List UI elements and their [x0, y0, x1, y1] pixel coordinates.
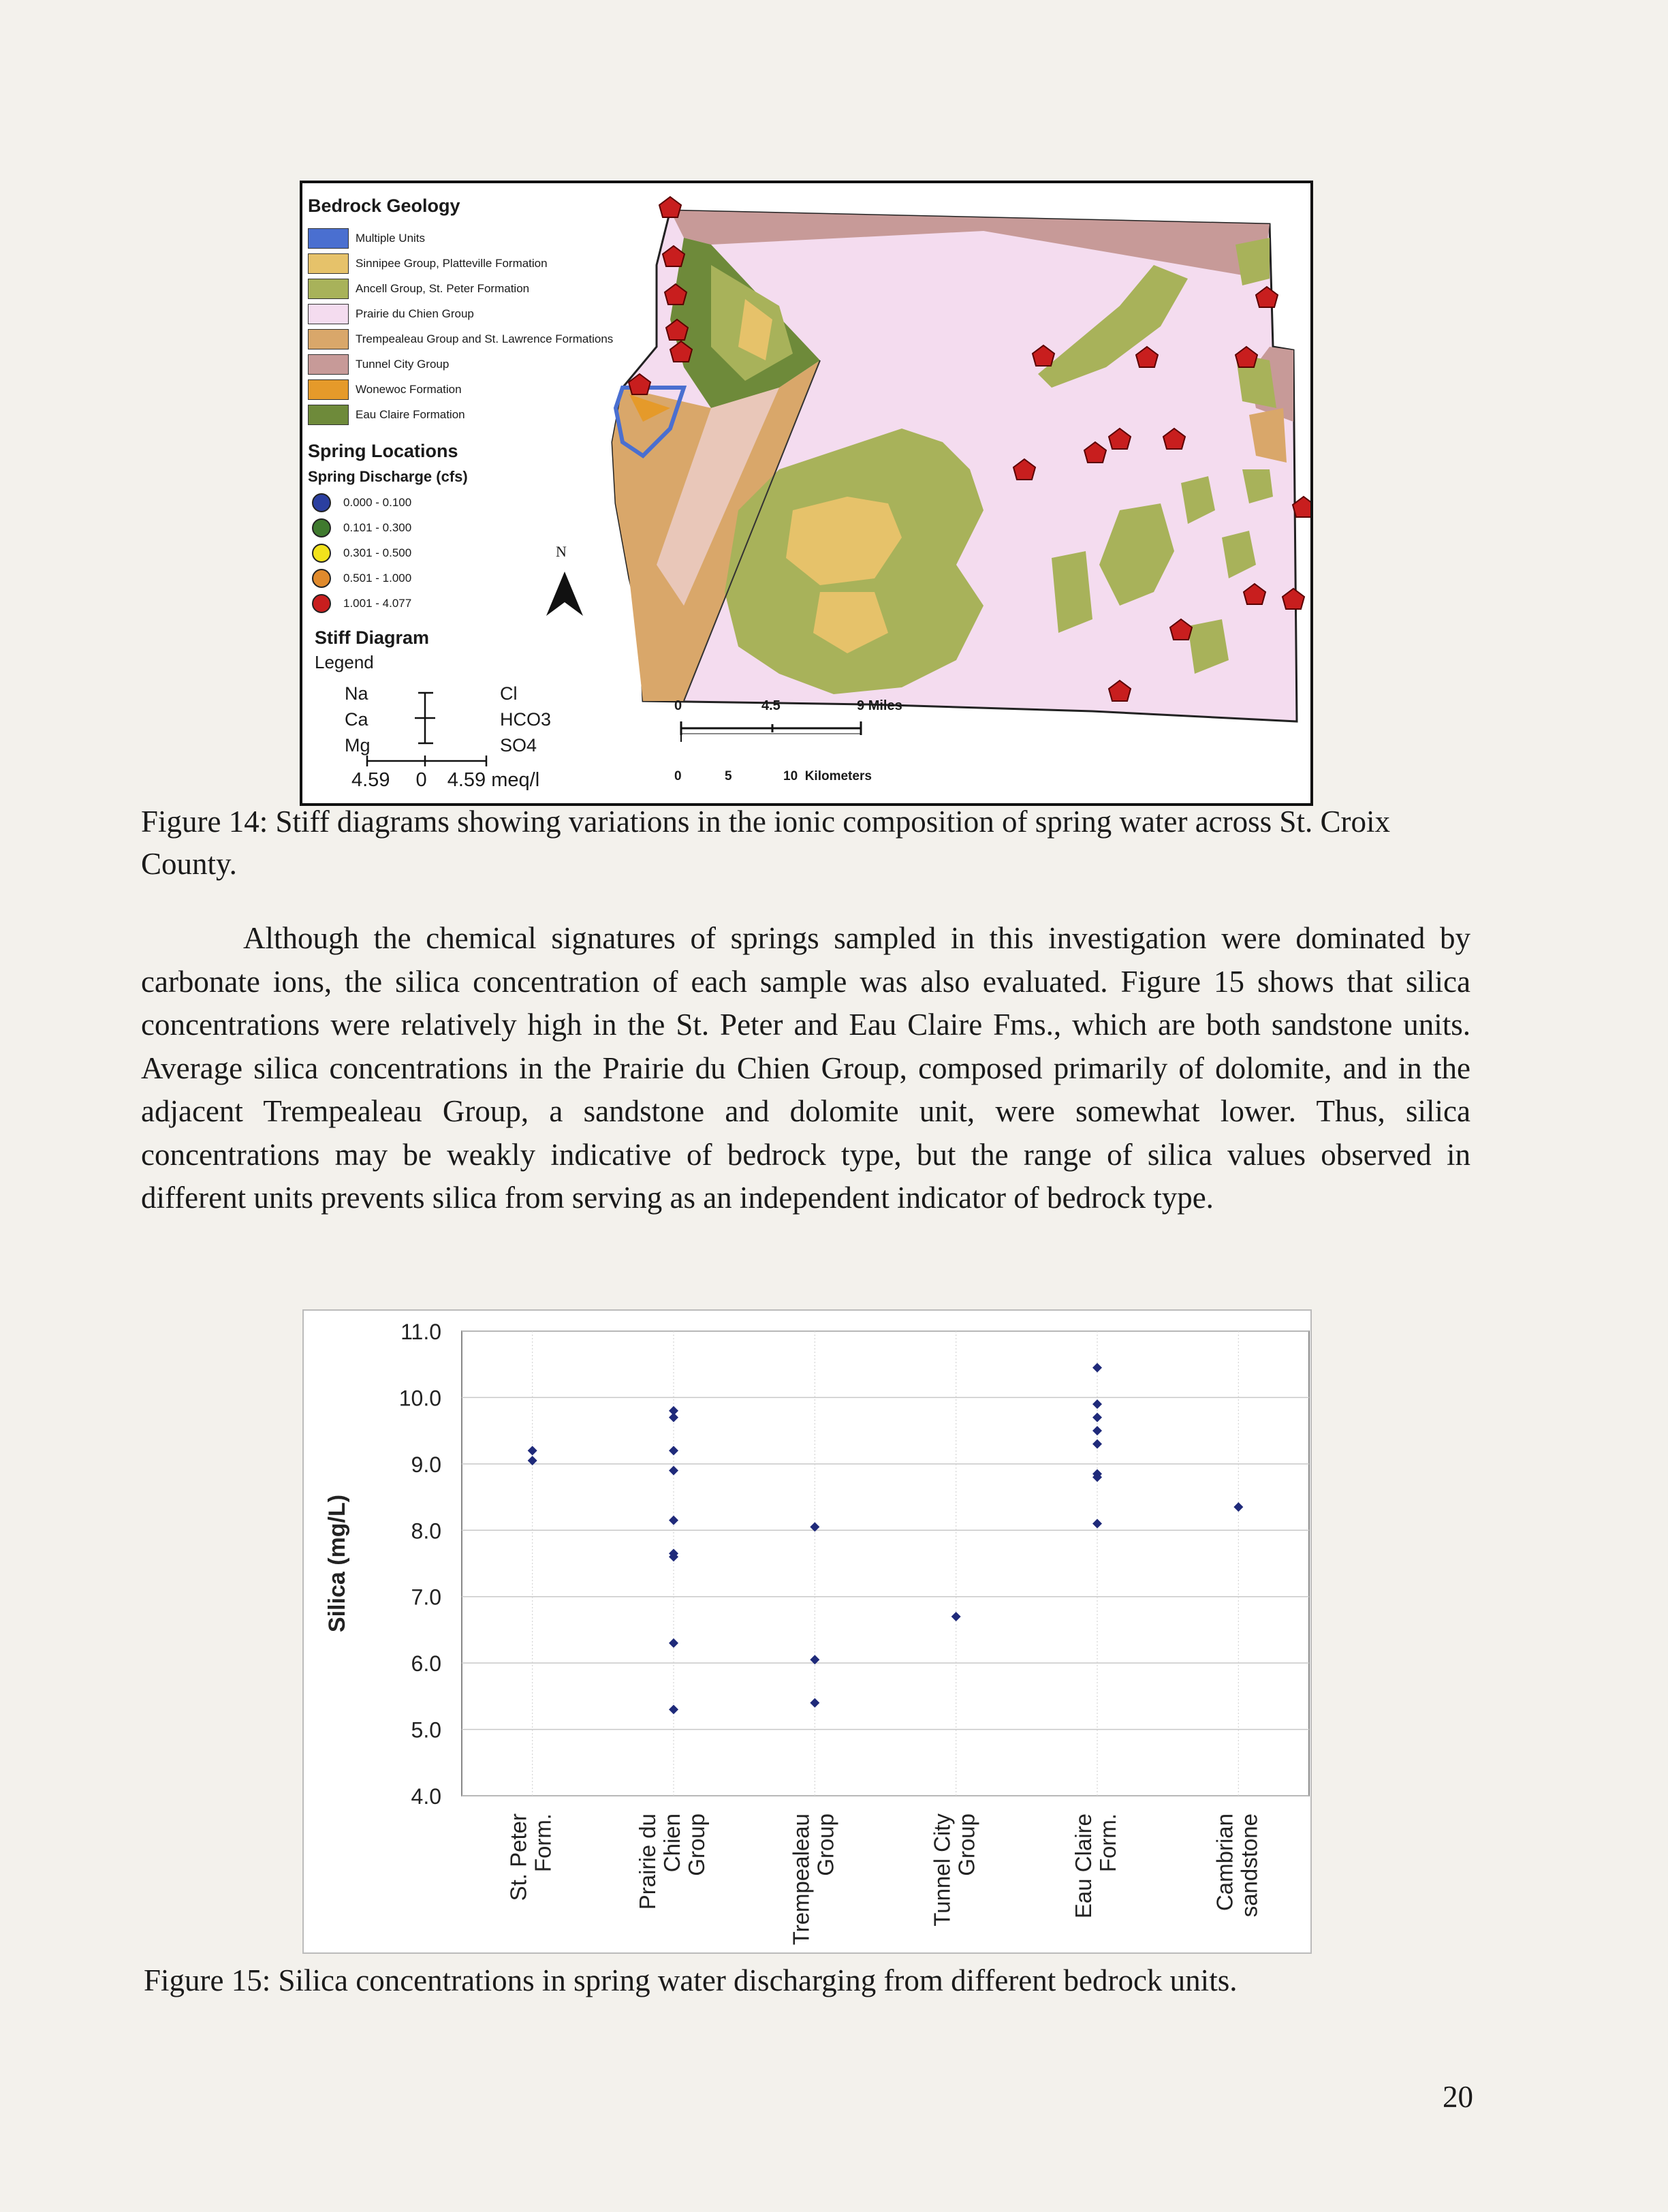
body-paragraph — [141, 917, 1470, 1220]
swatch-wonewoc — [308, 379, 349, 400]
stiff-cations: Na Ca Mg — [345, 683, 371, 755]
dot-red-icon — [312, 594, 331, 613]
legend-discharge-4: 1.001 - 4.077 — [302, 591, 411, 616]
chart-svg — [304, 1311, 1310, 1952]
dot-yellow-icon — [312, 544, 331, 563]
y-tick-label: 6.0 — [411, 1651, 441, 1677]
x-category-label: Eau Claire — [1071, 1813, 1096, 1919]
y-tick-label: 8.0 — [411, 1518, 441, 1544]
map-figure: Bedrock Geology Multiple Units Sinnipee Group, Platteville Formation Ancell Group, St. Peter Formation Prairie du Chien Group Trempealeau Group and St. Lawrence Formations Tunnel City Group Wonewoc Formation Eau Claire Formation Spring Locations Spring Discharge (cfs) 0.000 - 0.100 0.101 - 0.300 0.301 - 0.500 0.501 - 1.000 1.001 - 4.077 Stiff Diagram Legend Na Ca Mg Cl HCO3 SO4 4.59 0 4.59 meq/l N 0 4.5 9 Miles 0 5 10 Kilometers — [300, 181, 1313, 806]
legend-discharge-1: 0.101 - 0.300 — [302, 515, 411, 540]
legend-stiff-word: Legend — [315, 652, 374, 672]
paragraph-text: Although the chemical signatures of springs sampled in this investigation were dominated by carbonate ions, the silica concentration of each sample was also evaluated. Figure 15 shows that silica concentrations were relatively high in the St. Peter and Eau Claire Fms., which are both sandstone units. Average silica concentrations in the Prairie du Chien Group, composed primarily of dolomite, and in the adjacent Trempealeau Group, a sandstone and dolomite unit, were somewhat lower. Thus, silica concentrations may be weakly indicative of bedrock type, but the range of silica values observed in different units prevents silica from serving as an independent indicator of bedrock type. — [141, 921, 1470, 1215]
stiff-anions: Cl HCO3 SO4 — [500, 683, 552, 755]
x-category-label: Trempealeau — [788, 1813, 814, 1946]
legend-discharge-2: 0.301 - 0.500 — [302, 540, 411, 565]
swatch-ancell — [308, 279, 349, 299]
y-tick-label: 7.0 — [411, 1585, 441, 1610]
legend-discharge-title: Spring Discharge (cfs) — [308, 468, 468, 485]
x-category-label: Group — [684, 1813, 709, 1876]
y-axis-title: Silica (mg/L) — [324, 1494, 350, 1633]
legend-unit-3: Prairie du Chien Group — [308, 301, 613, 326]
y-tick-label: 5.0 — [411, 1717, 441, 1743]
page-number: 20 — [1443, 2080, 1473, 2114]
swatch-trempealeau — [308, 329, 349, 349]
x-category-label: Chien — [659, 1813, 684, 1873]
legend-unit-2: Ancell Group, St. Peter Formation — [308, 276, 613, 301]
plot-area — [462, 1331, 1309, 1796]
y-tick-label: 10.0 — [398, 1386, 441, 1411]
swatch-eau-claire — [308, 405, 349, 425]
swatch-tunnel-city — [308, 354, 349, 375]
north-label: N — [556, 543, 567, 560]
legend-discharge-list — [302, 490, 411, 616]
legend-unit-7: Eau Claire Formation — [308, 402, 613, 427]
x-category-label: sandstone — [1236, 1813, 1262, 1918]
x-category-label: Group — [813, 1813, 838, 1876]
swatch-prairie-du-chien — [308, 304, 349, 324]
legend-bedrock-title: Bedrock Geology — [308, 196, 460, 216]
figure14-caption: Figure 14: Stiff diagrams showing variations in the ionic composition of spring water across St. Croix County. — [141, 805, 1390, 881]
legend-unit-5: Tunnel City Group — [308, 352, 613, 377]
x-category-label: Tunnel City — [929, 1813, 955, 1927]
legend-unit-6: Wonewoc Formation — [308, 377, 613, 402]
scale-bars — [681, 721, 861, 742]
legend-discharge-0: 0.000 - 0.100 — [302, 490, 411, 515]
swatch-sinnipee — [308, 253, 349, 274]
legend-unit-4: Trempealeau Group and St. Lawrence Formations — [308, 326, 613, 352]
dot-blue-icon — [312, 493, 331, 512]
x-category-label: Form. — [1095, 1813, 1120, 1873]
y-tick-label: 4.0 — [411, 1784, 441, 1809]
map-legend — [302, 183, 684, 803]
swatch-multiple-units — [308, 228, 349, 249]
silica-chart — [302, 1309, 1312, 1954]
y-tick-label: 9.0 — [411, 1452, 441, 1477]
x-category-label: Form. — [530, 1813, 556, 1873]
dot-orange-icon — [312, 569, 331, 588]
legend-unit-list — [308, 225, 613, 427]
dot-green-icon — [312, 518, 331, 538]
x-category-label: Group — [954, 1813, 979, 1876]
figure15-caption: Figure 15: Silica concentrations in spring water discharging from different bedrock units. — [144, 1963, 1238, 1997]
x-category-label: Cambrian — [1212, 1813, 1238, 1912]
legend-discharge-3: 0.501 - 1.000 — [302, 565, 411, 591]
y-tick-label: 11.0 — [400, 1320, 441, 1344]
x-category-label: St. Peter — [505, 1813, 531, 1901]
legend-stiff-title: Stiff Diagram — [315, 627, 430, 648]
x-category-label: Prairie du — [635, 1813, 660, 1910]
legend-spring-title: Spring Locations — [308, 441, 458, 461]
stiff-scale: 4.59 0 4.59 meq/l — [351, 769, 540, 791]
legend-unit-0: Multiple Units — [308, 225, 613, 251]
legend-unit-1: Sinnipee Group, Platteville Formation — [308, 251, 613, 276]
